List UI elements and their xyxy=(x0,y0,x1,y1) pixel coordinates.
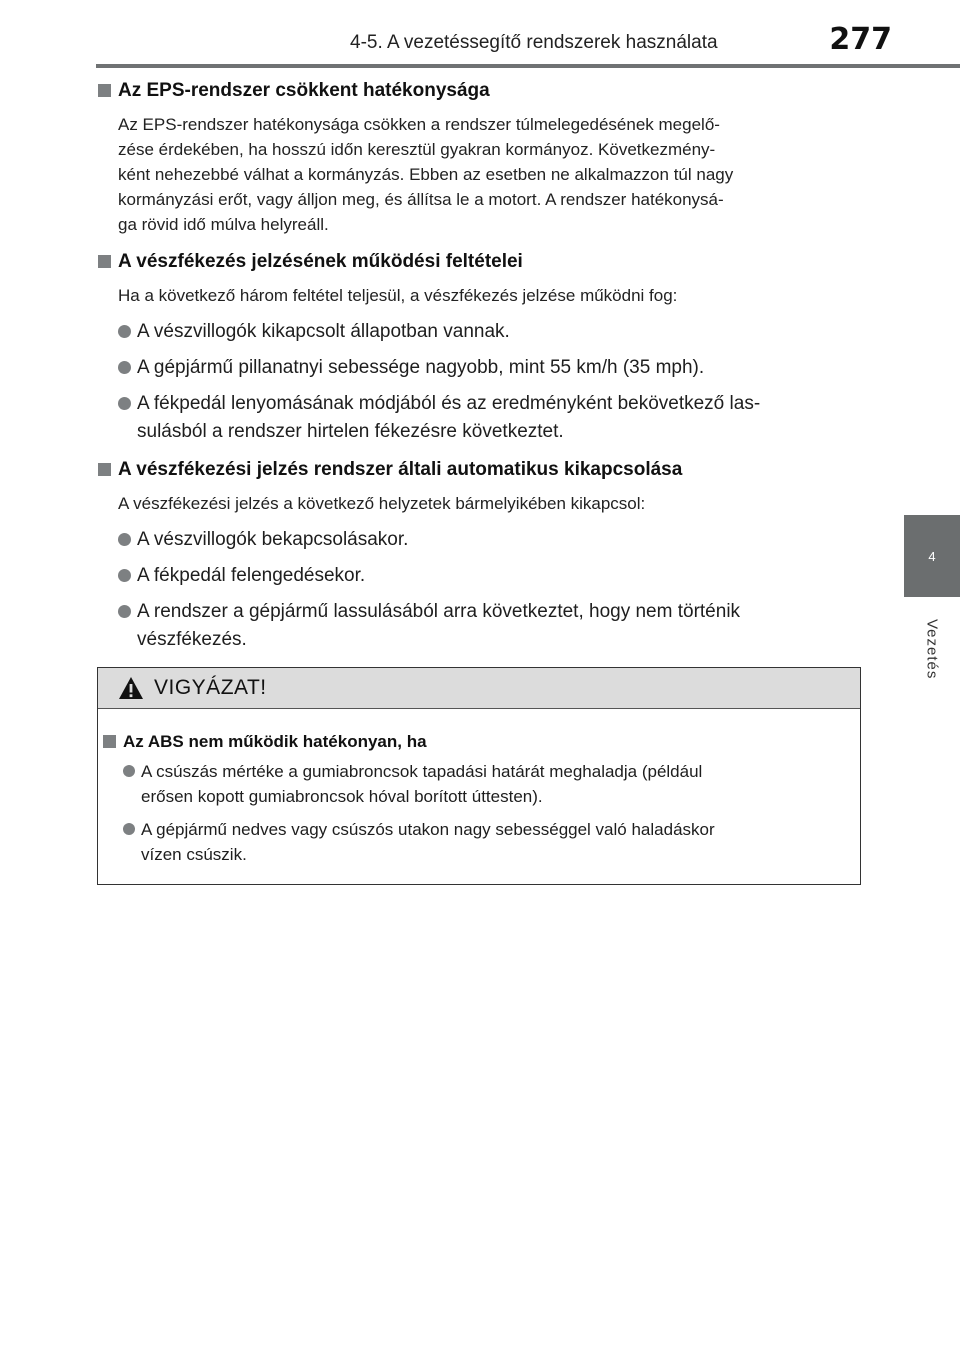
round-bullet-icon xyxy=(118,533,131,546)
warning-label: VIGYÁZAT! xyxy=(154,676,267,699)
paragraph-line: ga rövid idő múlva helyreáll. xyxy=(118,215,329,234)
list-item xyxy=(118,318,860,346)
square-bullet-icon xyxy=(98,84,111,97)
paragraph-line: A vészfékezési jelzés a következő helyzetek bármelyikében kikapcsol: xyxy=(118,494,646,513)
paragraph-line: zése érdekében, ha hosszú időn keresztül gyakran kormányoz. Következmény- xyxy=(118,140,716,159)
round-bullet-icon xyxy=(123,823,135,835)
warning-triangle-icon xyxy=(118,676,144,700)
list-item xyxy=(118,354,860,382)
section-heading-text: A vészfékezési jelzés rendszer általi automatikus kikapcsolása xyxy=(118,459,683,480)
paragraph-line: Ha a következő három feltétel teljesül, a vészfékezés jelzése működni fog: xyxy=(118,286,678,305)
list-item-line: A gépjármű pillanatnyi sebessége nagyobb, mint 55 km/h (35 mph). xyxy=(137,357,705,378)
list-item-line: A fékpedál lenyomásának módjából és az eredményként bekövetkező las- xyxy=(137,393,761,414)
list-item xyxy=(118,562,860,590)
section-heading xyxy=(98,78,860,104)
round-bullet-icon xyxy=(118,397,131,410)
warning-box xyxy=(97,667,861,885)
section-heading-text: Az EPS-rendszer csökkent hatékonysága xyxy=(118,80,490,101)
round-bullet-icon xyxy=(118,605,131,618)
chapter-number: 4 xyxy=(928,548,936,564)
list-item-line: A rendszer a gépjármű lassulásából arra következtet, hogy nem történik xyxy=(137,601,741,622)
page-number: 277 xyxy=(829,22,892,57)
chapter-tab[interactable] xyxy=(904,515,960,597)
running-header: 4-5. A vezetéssegítő rendszerek használata xyxy=(350,32,718,53)
round-bullet-icon xyxy=(118,361,131,374)
list-item xyxy=(123,817,852,867)
list-item xyxy=(118,390,860,446)
list-item-line: A csúszás mértéke a gumiabroncsok tapadási határát meghaladja (például xyxy=(141,762,703,781)
section-paragraph xyxy=(118,491,860,516)
square-bullet-icon xyxy=(103,735,116,748)
warning-heading xyxy=(103,731,852,753)
list-item xyxy=(118,598,860,654)
warning-body xyxy=(98,709,860,867)
list-item xyxy=(118,526,860,554)
section-emergency-brake-auto-off xyxy=(98,457,860,654)
header-rule xyxy=(96,64,960,68)
round-bullet-icon xyxy=(123,765,135,777)
paragraph-line: Az EPS-rendszer hatékonysága csökken a rendszer túlmelegedésének megelő- xyxy=(118,115,720,134)
list-item-line: vészfékezés. xyxy=(137,629,247,650)
section-heading xyxy=(98,457,860,483)
warning-heading-text: Az ABS nem működik hatékonyan, ha xyxy=(123,732,427,751)
square-bullet-icon xyxy=(98,255,111,268)
list-item-line: erősen kopott gumiabroncsok hóval borított úttesten). xyxy=(141,787,543,806)
section-heading xyxy=(98,249,860,275)
page-content xyxy=(98,76,860,654)
section-paragraph xyxy=(118,112,860,237)
chapter-label-container xyxy=(904,602,960,697)
list-item-line: A gépjármű nedves vagy csúszós utakon nagy sebességgel való haladáskor xyxy=(141,820,715,839)
list-item xyxy=(123,759,852,809)
paragraph-line: ként nehezebbé válhat a kormányzás. Ebben az esetben ne alkalmazzon túl nagy xyxy=(118,165,734,184)
list-item-line: A vészvillogók bekapcsolásakor. xyxy=(137,529,409,550)
section-emergency-brake-conditions xyxy=(98,249,860,446)
round-bullet-icon xyxy=(118,325,131,338)
round-bullet-icon xyxy=(118,569,131,582)
square-bullet-icon xyxy=(98,463,111,476)
warning-header xyxy=(98,668,860,709)
chapter-label: Vezetés xyxy=(923,619,941,680)
paragraph-line: kormányzási erőt, vagy álljon meg, és állítsa le a motort. A rendszer hatékonysá- xyxy=(118,190,724,209)
list-item-line: sulásból a rendszer hirtelen fékezésre következtet. xyxy=(137,421,564,442)
section-paragraph xyxy=(118,283,860,308)
section-eps xyxy=(98,78,860,237)
list-item-line: vízen csúszik. xyxy=(141,845,247,864)
list-item-line: A vészvillogók kikapcsolt állapotban vannak. xyxy=(137,321,510,342)
section-heading-text: A vészfékezés jelzésének működési feltételei xyxy=(118,251,523,272)
list-item-line: A fékpedál felengedésekor. xyxy=(137,565,366,586)
